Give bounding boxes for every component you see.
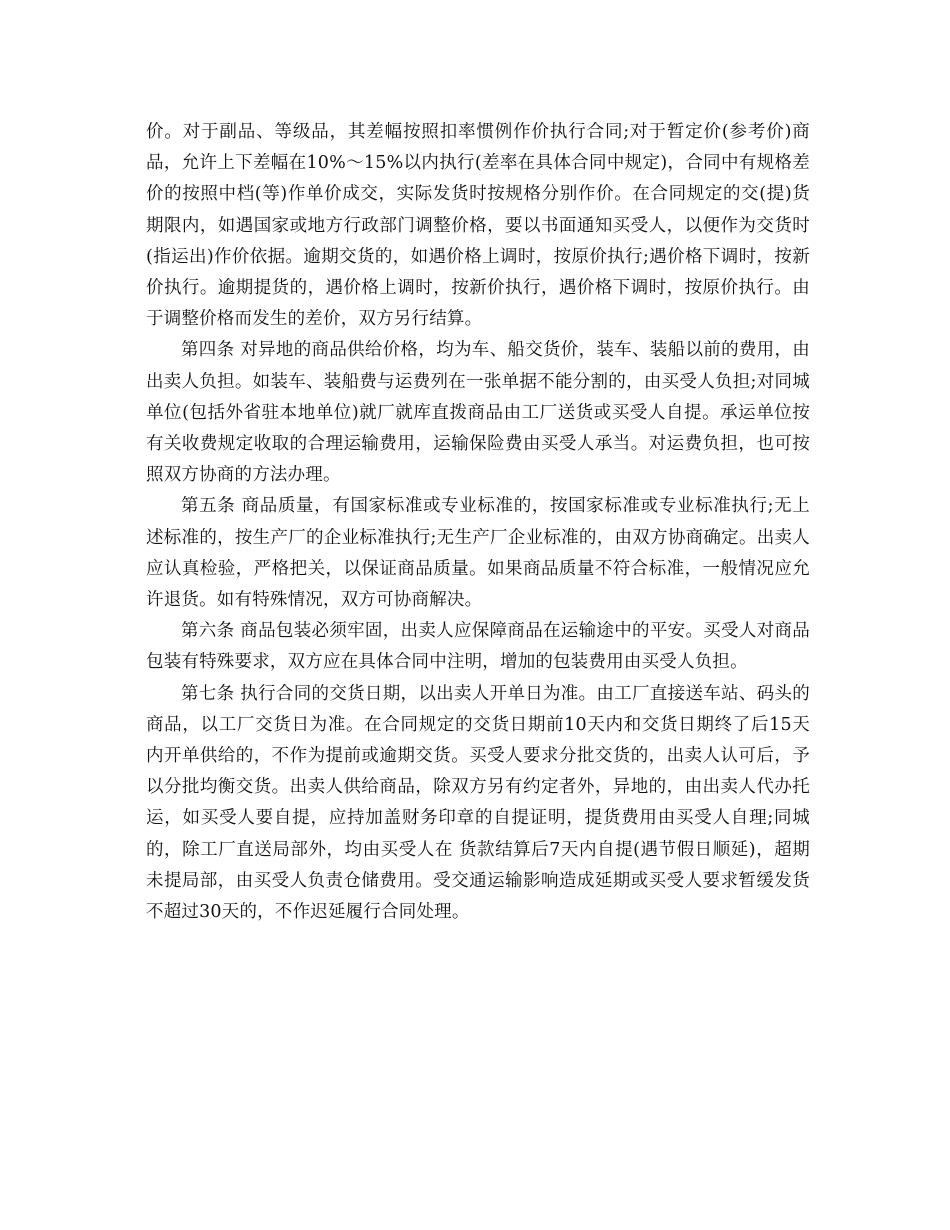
paragraph-price-adjustment: 价。对于副品、等级品，其差幅按照扣率惯例作价执行合同;对于暂定价(参考价)商品，允许上下差幅在10%～15%以内执行(差率在具体合同中规定)，合同中有规格差价的按照中档(等)作单价成交，实际发货时按规格分别作价。在合同规定的交(提)货期限内，如遇国家或地方行政部门调整价格，要以书面通知买受人，以便作为交货时(指运出)作价依据。逾期交货的，如遇价格上调时，按原价执行;遇价格下调时，按新价执行。逾期提货的，遇价格上调时，按新价执行，遇价格下调时，按原价执行。由于调整价格而发生的差价，双方另行结算。	[146, 122, 810, 330]
paragraph-article-5: 第五条 商品质量，有国家标准或专业标准的，按国家标准或专业标准执行;无上述标准的，按生产厂的企业标准执行;无生产厂企业标准的，由双方协商确定。出卖人应认真检验，严格把关，以保证商品质量。如果商品质量不符合标准，一般情况应允许退货。如有特殊情况，双方可协商解决。	[146, 496, 810, 611]
paragraph-article-7: 第七条 执行合同的交货日期，以出卖人开单日为准。由工厂直接送车站、码头的商品，以工厂交货日为准。在合同规定的交货日期前10天内和交货日期终了后15天内开单供给的，不作为提前或逾期交货。买受人要求分批交货的，出卖人认可后，予以分批均衡交货。出卖人供给商品，除双方另有约定者外，异地的，由出卖人代办托运，如买受人要自提，应持加盖财务印章的自提证明，提货费用由买受人自理;同城的，除工厂直送局部外，均由买受人在 货款结算后7天内自提(遇节假日顺延)，超期未提局部，由买受人负责仓储费用。受交通运输影响造成延期或买受人要求暂缓发货不超过30天的，不作迟延履行合同处理。	[146, 683, 810, 923]
paragraph-article-6: 第六条 商品包装必须牢固，出卖人应保障商品在运输途中的平安。买受人对商品包装有特殊要求，双方应在具体合同中注明，增加的包装费用由买受人负担。	[146, 621, 810, 673]
document-page	[146, 117, 810, 928]
paragraph-article-4: 第四条 对异地的商品供给价格，均为车、船交货价，装车、装船以前的费用，由出卖人负担。如装车、装船费与运费列在一张单据不能分割的，由买受人负担;对同城单位(包括外省驻本地单位)就厂就库直拨商品由工厂送货或买受人自提。承运单位按有关收费规定收取的合理运输费用，运输保险费由买受人承当。对运费负担，也可按照双方协商的方法办理。	[146, 340, 810, 486]
